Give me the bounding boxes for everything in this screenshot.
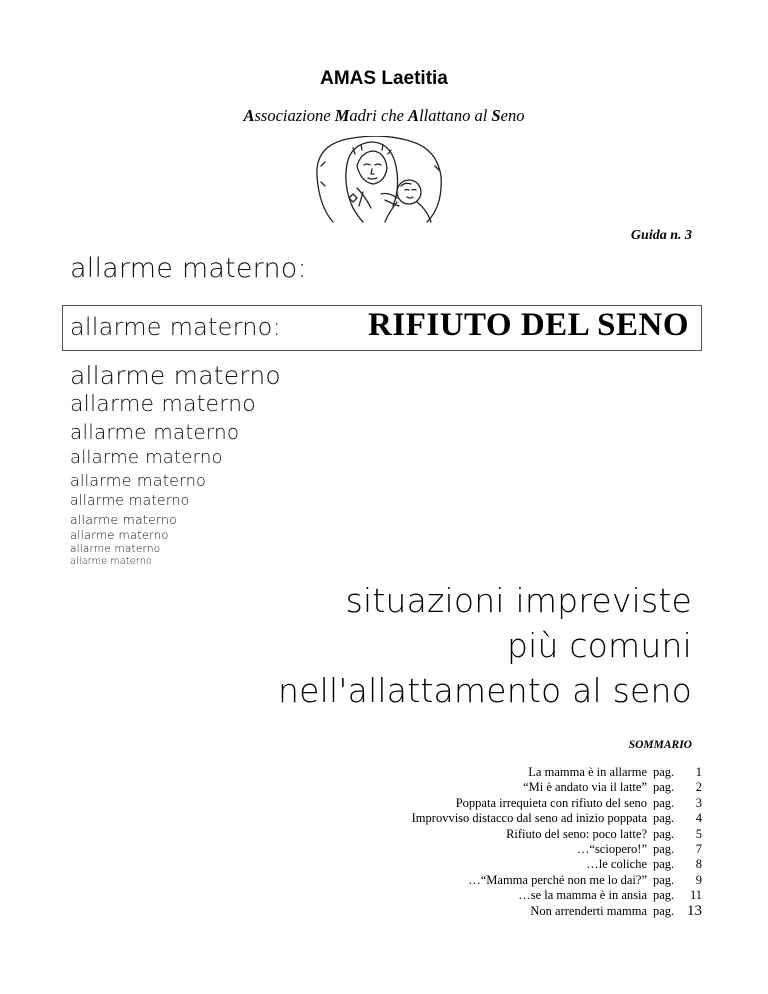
organization-full-name: [0, 106, 768, 126]
organization-name: AMAS Laetitia: [320, 68, 448, 89]
toc-entry-title: …“sciopero!”: [576, 841, 647, 856]
toc-row: [330, 873, 702, 888]
initial-s: S: [491, 106, 501, 125]
toc-pag-label: pag.: [653, 765, 675, 779]
toc-page-number: 4: [695, 811, 702, 826]
toc-heading: SOMMARIO: [628, 739, 692, 751]
subtitle: [278, 578, 692, 713]
toc-entry-title: …se la mamma è in ansia: [518, 888, 647, 903]
toc-page-number: 8: [695, 857, 702, 872]
toc-row: [330, 842, 702, 857]
toc-page-number: 5: [695, 826, 702, 841]
toc-entry-title: Improvviso distacco dal seno ad inizio poppata: [411, 811, 647, 826]
cascade-line: allarme materno: [70, 556, 152, 567]
initial-m: M: [334, 106, 350, 125]
subtitle-line-3: nell'allattamento al seno: [278, 671, 692, 710]
alarm-heading-boxed: allarme materno:: [70, 313, 281, 341]
toc-entry-title: Non arrenderti mamma: [530, 903, 647, 918]
word-rest-2: adri che: [349, 106, 409, 125]
toc-entry-title: “Mi è andato via il latte”: [523, 780, 647, 795]
toc-entry-title: Rifiuto del seno: poco latte?: [506, 826, 647, 841]
toc-entry-title: …le coliche: [586, 857, 647, 872]
initial-a2: A: [408, 106, 420, 125]
toc-row: [330, 827, 702, 842]
cascade-line: allarme materno: [70, 543, 161, 555]
toc-entry-title: …“Mamma perché non me lo dai?”: [468, 872, 647, 887]
toc-row: [330, 796, 702, 811]
toc-page-number: 13: [687, 902, 702, 919]
toc-row: [330, 780, 702, 795]
toc-pag-label: pag.: [653, 780, 675, 795]
toc-row: [330, 904, 702, 919]
subtitle-line-1: situazioni impreviste: [345, 581, 692, 620]
toc-page-number: 2: [695, 780, 702, 795]
cascade-line: allarme materno: [70, 493, 190, 509]
subtitle-line-2: più comuni: [507, 626, 692, 665]
madonna-and-child-drawing-icon: [313, 136, 455, 224]
toc-page-number: 11: [689, 888, 702, 903]
toc-pag-label: pag.: [653, 795, 675, 810]
word-rest-3: llattano al: [419, 106, 492, 125]
cascade-line: allarme materno: [70, 471, 207, 490]
alarm-cascade: [70, 360, 281, 568]
toc-pag-label: pag.: [653, 811, 675, 826]
toc-page-number: 7: [695, 841, 702, 856]
toc-row: [330, 857, 702, 872]
alarm-heading-top: allarme materno:: [70, 253, 307, 284]
toc-entry-title: Poppata irrequieta con rifiuto del seno: [455, 795, 647, 810]
word-rest-4: eno: [500, 106, 525, 125]
word-rest-1: ssociazione: [254, 106, 335, 125]
toc-pag-label: pag.: [653, 888, 675, 903]
toc-pag-label: pag.: [653, 903, 675, 918]
toc-row: [330, 811, 702, 826]
toc-row: [330, 888, 702, 903]
table-of-contents: [330, 765, 702, 919]
toc-page-number: 3: [695, 795, 702, 810]
toc-pag-label: pag.: [653, 872, 675, 887]
cascade-line: allarme materno: [70, 392, 256, 417]
cascade-line: allarme materno: [70, 361, 281, 390]
toc-row: [330, 765, 702, 780]
cascade-line: allarme materno: [70, 447, 223, 468]
cascade-line: allarme materno: [70, 528, 169, 542]
toc-page-number: 9: [695, 872, 702, 887]
guide-number: Guida n. 3: [630, 228, 692, 243]
toc-pag-label: pag.: [653, 841, 675, 856]
toc-pag-label: pag.: [653, 826, 675, 841]
title-box: [62, 305, 702, 351]
initial-a1: A: [243, 106, 255, 125]
main-title: RIFIUTO DEL SENO: [368, 307, 689, 343]
cascade-line: allarme materno: [70, 512, 177, 527]
toc-pag-label: pag.: [653, 857, 675, 872]
cascade-line: allarme materno: [70, 420, 240, 444]
toc-page-number: 1: [695, 765, 702, 779]
toc-entry-title: La mamma è in allarme: [528, 765, 647, 779]
